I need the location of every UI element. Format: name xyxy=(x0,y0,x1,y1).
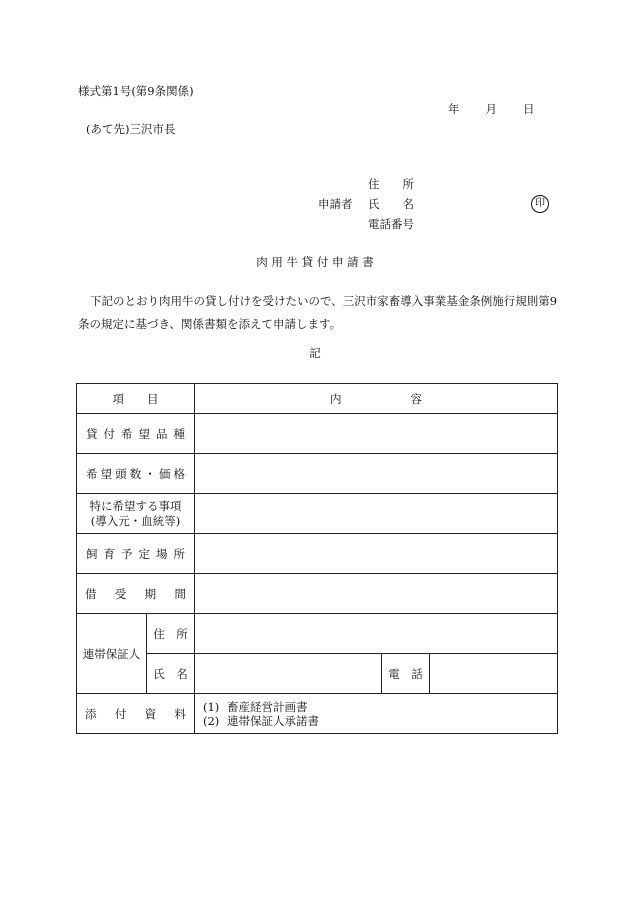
guarantor-name-cell[interactable] xyxy=(195,654,382,694)
table-row xyxy=(77,574,558,614)
applicant-address-label: 住 所 xyxy=(368,177,414,191)
special-value-cell[interactable] xyxy=(195,494,558,534)
attachment-item: (2) 連帯保証人承諾書 xyxy=(203,713,319,728)
body-text: 下記のとおり肉用牛の貸し付けを受けたいので、三沢市家畜導入事業基金条例施行規則第9条の規定に基づき、関係書類を添えて申請します。 xyxy=(78,294,558,331)
row-label-attachments: 添付資料 xyxy=(77,694,195,734)
row-label-period: 借受期間 xyxy=(77,574,195,614)
attachment-item: (1) 畜産経営計画書 xyxy=(203,699,308,714)
header-item: 項 目 xyxy=(77,384,195,414)
form-number: 様式第1号(第9条関係) xyxy=(78,84,194,98)
table-header-row xyxy=(77,384,558,414)
addressee: (あて先)三沢市長 xyxy=(86,122,176,136)
guarantor-address-cell[interactable] xyxy=(195,614,558,654)
table-row xyxy=(77,694,558,734)
attachments-cell xyxy=(195,694,558,734)
row-label-special xyxy=(77,494,195,534)
date-month-label: 月 xyxy=(485,102,497,116)
guarantor-name-label: 氏 名 xyxy=(147,654,195,694)
guarantor-phone-cell[interactable] xyxy=(430,654,558,694)
ki-heading: 記 xyxy=(309,346,321,360)
table-row xyxy=(77,614,558,654)
application-table xyxy=(76,383,558,734)
location-value-cell[interactable] xyxy=(195,534,558,574)
row-label-special-line1: 特に希望する事項 xyxy=(89,498,182,513)
header-content: 内 容 xyxy=(195,384,558,414)
count-price-value-cell[interactable] xyxy=(195,454,558,494)
date-line xyxy=(448,104,535,116)
row-label-special-line2: (導入元・血統等) xyxy=(90,513,181,528)
row-label-location: 飼育予定場所 xyxy=(77,534,195,574)
guarantor-phone-label: 電 話 xyxy=(382,654,430,694)
row-label-count-price: 希望頭数・価格 xyxy=(77,454,195,494)
row-label-guarantor: 連帯保証人 xyxy=(77,614,147,694)
table-row xyxy=(77,454,558,494)
applicant-name-label: 氏 名 xyxy=(368,197,414,211)
table-row xyxy=(77,654,558,694)
date-day-label: 日 xyxy=(523,102,535,116)
guarantor-address-label: 住 所 xyxy=(147,614,195,654)
date-year-label: 年 xyxy=(448,102,460,116)
document-title: 肉 用 牛 貸 付 申 請 書 xyxy=(256,255,374,269)
row-label-breed: 貸付希望品種 xyxy=(77,414,195,454)
seal-mark: 印 xyxy=(531,195,549,213)
breed-value-cell[interactable] xyxy=(195,414,558,454)
table-row xyxy=(77,534,558,574)
applicant-label: 申請者 xyxy=(318,197,353,211)
applicant-phone-label: 電話番号 xyxy=(368,217,414,231)
table-row xyxy=(77,494,558,534)
period-value-cell[interactable] xyxy=(195,574,558,614)
table-row xyxy=(77,414,558,454)
